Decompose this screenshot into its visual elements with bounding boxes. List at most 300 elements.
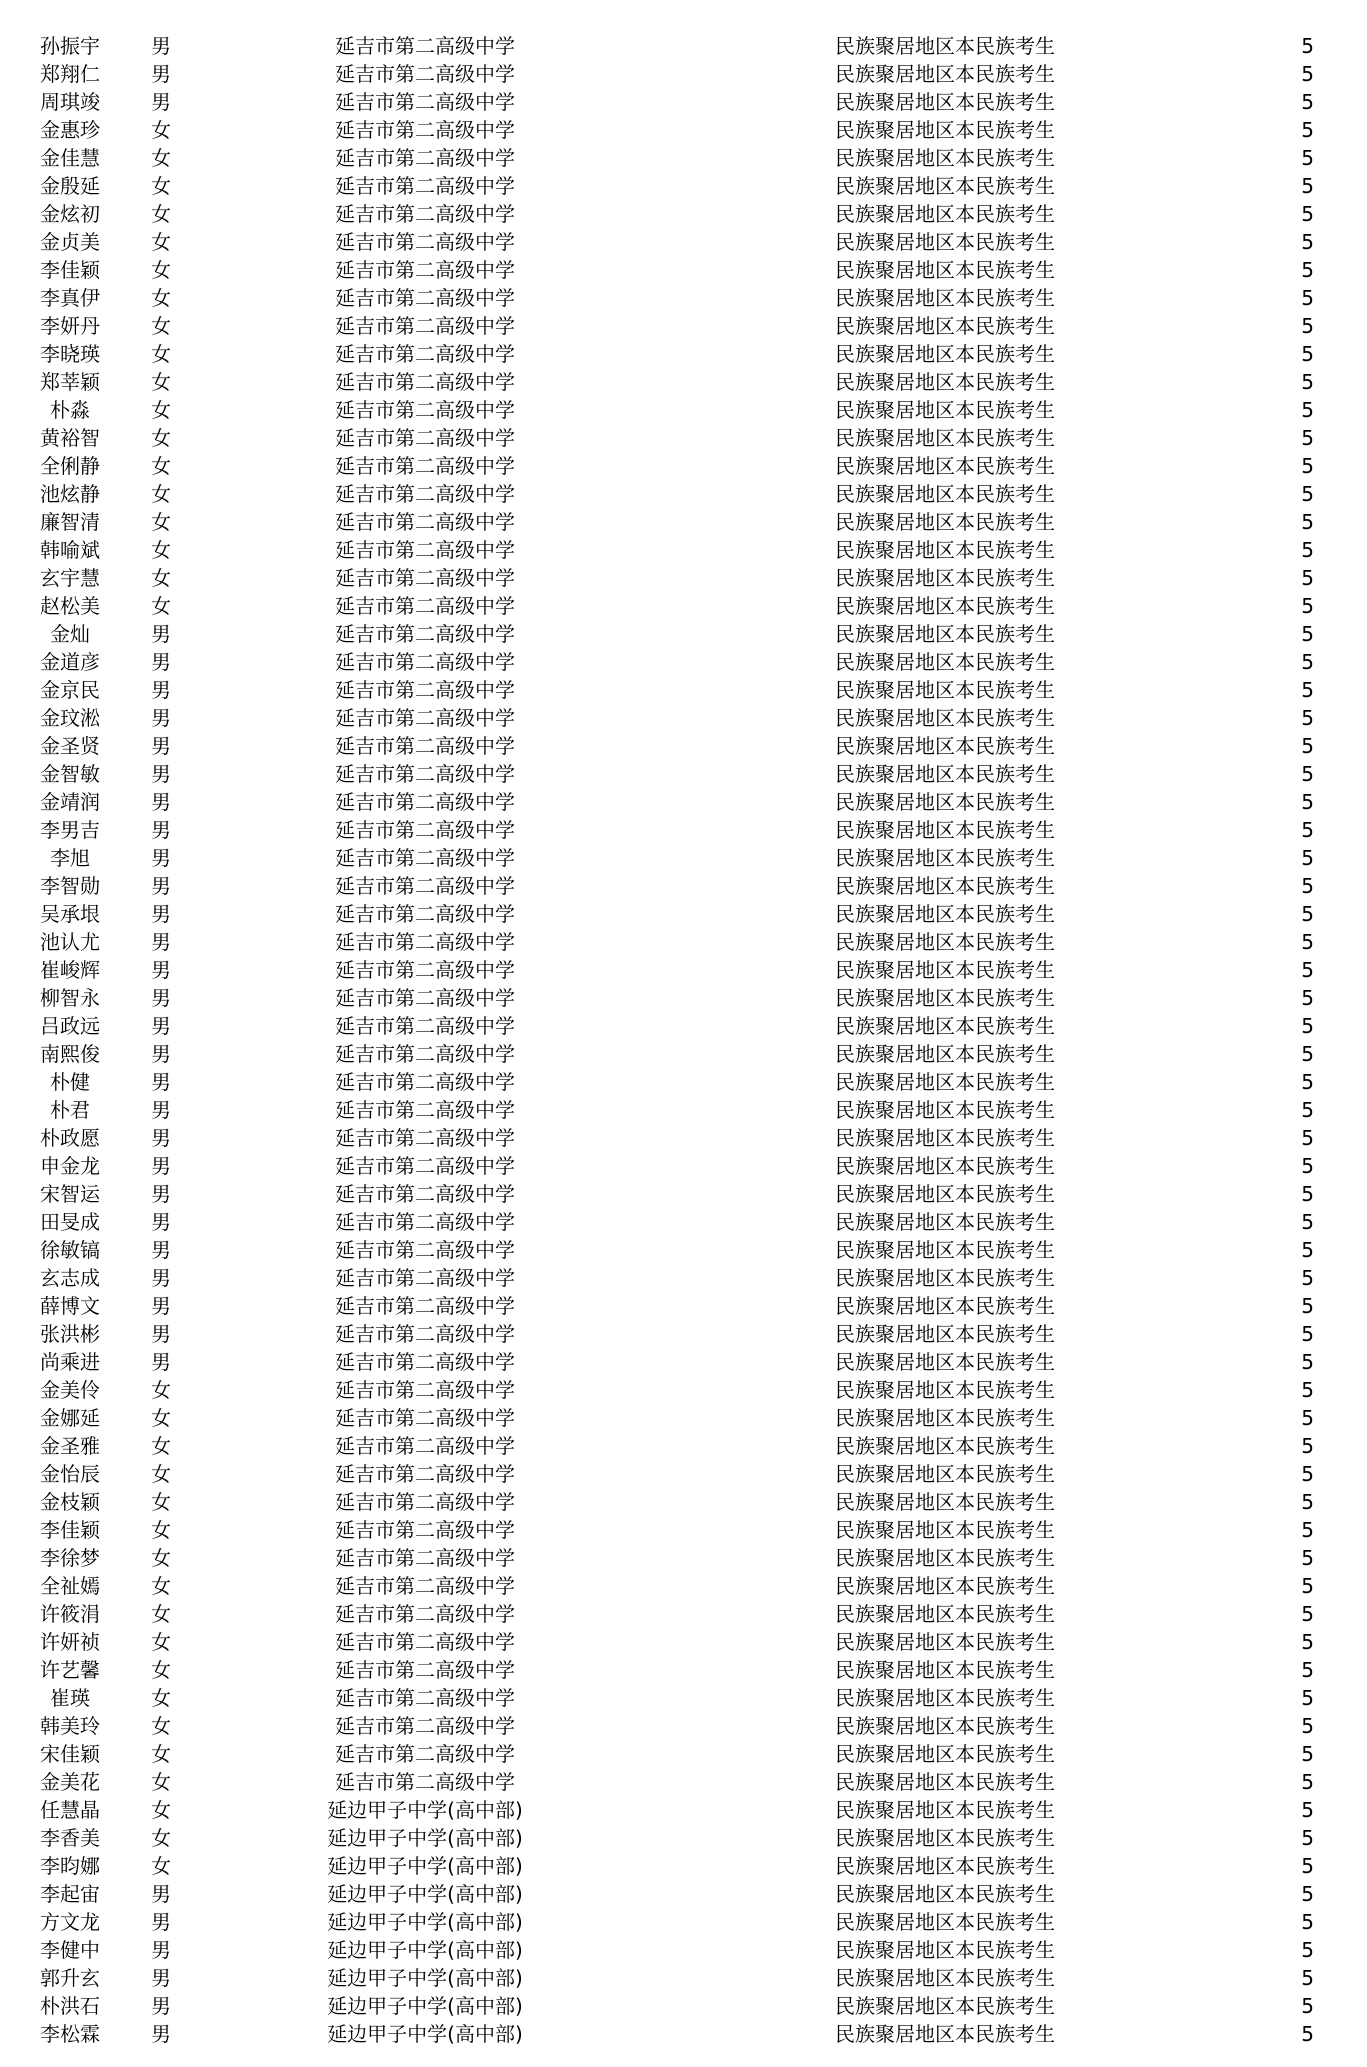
student-name: 申金龙 <box>40 1154 100 1178</box>
student-name: 金京民 <box>40 678 100 702</box>
student-name: 金佳慧 <box>40 146 100 170</box>
student-school: 延吉市第二高级中学 <box>335 34 515 58</box>
table-row <box>0 1012 1367 1040</box>
student-name: 金玟淞 <box>40 706 100 730</box>
student-score: 5 <box>1301 1406 1314 1430</box>
student-name: 李健中 <box>40 1938 100 1962</box>
student-school: 延边甲子中学(高中部) <box>327 1966 523 1990</box>
student-score: 5 <box>1301 650 1314 674</box>
student-school: 延吉市第二高级中学 <box>335 986 515 1010</box>
table-row <box>0 1236 1367 1264</box>
student-school: 延吉市第二高级中学 <box>335 650 515 674</box>
table-row <box>0 1404 1367 1432</box>
student-school: 延吉市第二高级中学 <box>335 706 515 730</box>
student-score: 5 <box>1301 1182 1314 1206</box>
student-name: 金怡辰 <box>40 1462 100 1486</box>
student-category: 民族聚居地区本民族考生 <box>835 342 1055 366</box>
table-row <box>0 60 1367 88</box>
student-score: 5 <box>1301 1686 1314 1710</box>
student-name: 池认尤 <box>40 930 100 954</box>
student-category: 民族聚居地区本民族考生 <box>835 650 1055 674</box>
student-category: 民族聚居地区本民族考生 <box>835 1742 1055 1766</box>
student-category: 民族聚居地区本民族考生 <box>835 1070 1055 1094</box>
student-category: 民族聚居地区本民族考生 <box>835 622 1055 646</box>
student-category: 民族聚居地区本民族考生 <box>835 230 1055 254</box>
student-name: 周琪竣 <box>40 90 100 114</box>
student-gender: 男 <box>151 1098 171 1122</box>
table-row <box>0 1516 1367 1544</box>
table-row <box>0 1908 1367 1936</box>
student-category: 民族聚居地区本民族考生 <box>835 958 1055 982</box>
student-gender: 女 <box>151 1602 171 1626</box>
table-row <box>0 956 1367 984</box>
student-gender: 男 <box>151 902 171 926</box>
student-school: 延吉市第二高级中学 <box>335 1686 515 1710</box>
student-category: 民族聚居地区本民族考生 <box>835 1406 1055 1430</box>
student-category: 民族聚居地区本民族考生 <box>835 790 1055 814</box>
student-gender: 女 <box>151 230 171 254</box>
table-row <box>0 1264 1367 1292</box>
table-row <box>0 760 1367 788</box>
student-school: 延吉市第二高级中学 <box>335 538 515 562</box>
student-school: 延吉市第二高级中学 <box>335 454 515 478</box>
student-school: 延边甲子中学(高中部) <box>327 1910 523 1934</box>
student-name: 李男吉 <box>40 818 100 842</box>
student-name: 金美花 <box>40 1770 100 1794</box>
student-score: 5 <box>1301 1742 1314 1766</box>
student-score: 5 <box>1301 1126 1314 1150</box>
student-score: 5 <box>1301 118 1314 142</box>
student-gender: 男 <box>151 1126 171 1150</box>
student-school: 延吉市第二高级中学 <box>335 1546 515 1570</box>
student-name: 韩喻斌 <box>40 538 100 562</box>
student-score: 5 <box>1301 174 1314 198</box>
student-gender: 女 <box>151 398 171 422</box>
student-name: 李妍丹 <box>40 314 100 338</box>
student-school: 延吉市第二高级中学 <box>335 622 515 646</box>
table-row <box>0 424 1367 452</box>
table-row <box>0 620 1367 648</box>
student-score: 5 <box>1301 846 1314 870</box>
student-name: 金智敏 <box>40 762 100 786</box>
student-category: 民族聚居地区本民族考生 <box>835 314 1055 338</box>
student-category: 民族聚居地区本民族考生 <box>835 678 1055 702</box>
student-name: 金圣贤 <box>40 734 100 758</box>
student-category: 民族聚居地区本民族考生 <box>835 1294 1055 1318</box>
student-score: 5 <box>1301 1854 1314 1878</box>
student-name: 郑翔仁 <box>40 62 100 86</box>
student-gender: 女 <box>151 1574 171 1598</box>
student-school: 延边甲子中学(高中部) <box>327 1882 523 1906</box>
student-name: 朴政愿 <box>40 1126 100 1150</box>
student-score: 5 <box>1301 454 1314 478</box>
student-school: 延吉市第二高级中学 <box>335 1518 515 1542</box>
student-name: 李佳颖 <box>40 1518 100 1542</box>
table-row <box>0 1040 1367 1068</box>
student-score: 5 <box>1301 1798 1314 1822</box>
student-name: 全俐静 <box>40 454 100 478</box>
student-score: 5 <box>1301 1518 1314 1542</box>
student-category: 民族聚居地区本民族考生 <box>835 734 1055 758</box>
student-name: 崔瑛 <box>50 1686 90 1710</box>
student-name: 南熙俊 <box>40 1042 100 1066</box>
student-name: 廉智清 <box>40 510 100 534</box>
student-category: 民族聚居地区本民族考生 <box>835 1938 1055 1962</box>
student-school: 延吉市第二高级中学 <box>335 1182 515 1206</box>
student-category: 民族聚居地区本民族考生 <box>835 566 1055 590</box>
student-category: 民族聚居地区本民族考生 <box>835 202 1055 226</box>
student-category: 民族聚居地区本民族考生 <box>835 538 1055 562</box>
student-score: 5 <box>1301 1882 1314 1906</box>
student-score: 5 <box>1301 678 1314 702</box>
student-score: 5 <box>1301 1266 1314 1290</box>
student-category: 民族聚居地区本民族考生 <box>835 1434 1055 1458</box>
table-row <box>0 1936 1367 1964</box>
student-school: 延吉市第二高级中学 <box>335 1630 515 1654</box>
student-category: 民族聚居地区本民族考生 <box>835 1518 1055 1542</box>
student-name: 许妍祯 <box>40 1630 100 1654</box>
student-category: 民族聚居地区本民族考生 <box>835 1378 1055 1402</box>
student-name: 朴君 <box>50 1098 90 1122</box>
student-category: 民族聚居地区本民族考生 <box>835 1854 1055 1878</box>
student-score: 5 <box>1301 314 1314 338</box>
student-school: 延吉市第二高级中学 <box>335 1462 515 1486</box>
student-category: 民族聚居地区本民族考生 <box>835 1966 1055 1990</box>
student-gender: 女 <box>151 566 171 590</box>
table-row <box>0 228 1367 256</box>
student-score: 5 <box>1301 1210 1314 1234</box>
student-school: 延吉市第二高级中学 <box>335 902 515 926</box>
student-list <box>0 32 1367 2048</box>
student-category: 民族聚居地区本民族考生 <box>835 90 1055 114</box>
student-gender: 男 <box>151 1210 171 1234</box>
student-score: 5 <box>1301 258 1314 282</box>
student-score: 5 <box>1301 1658 1314 1682</box>
student-category: 民族聚居地区本民族考生 <box>835 146 1055 170</box>
student-score: 5 <box>1301 1994 1314 2018</box>
student-score: 5 <box>1301 1602 1314 1626</box>
student-gender: 男 <box>151 1910 171 1934</box>
student-score: 5 <box>1301 594 1314 618</box>
student-school: 延吉市第二高级中学 <box>335 426 515 450</box>
student-category: 民族聚居地区本民族考生 <box>835 986 1055 1010</box>
student-name: 金贞美 <box>40 230 100 254</box>
table-row <box>0 1656 1367 1684</box>
student-score: 5 <box>1301 1350 1314 1374</box>
student-category: 民族聚居地区本民族考生 <box>835 1658 1055 1682</box>
student-name: 徐敏镐 <box>40 1238 100 1262</box>
student-school: 延边甲子中学(高中部) <box>327 1798 523 1822</box>
student-gender: 男 <box>151 1266 171 1290</box>
student-gender: 女 <box>151 1826 171 1850</box>
student-school: 延吉市第二高级中学 <box>335 874 515 898</box>
student-name: 李智勋 <box>40 874 100 898</box>
student-score: 5 <box>1301 34 1314 58</box>
student-school: 延吉市第二高级中学 <box>335 734 515 758</box>
student-school: 延吉市第二高级中学 <box>335 62 515 86</box>
student-school: 延吉市第二高级中学 <box>335 1770 515 1794</box>
student-name: 朴淼 <box>50 398 90 422</box>
table-row <box>0 1992 1367 2020</box>
student-category: 民族聚居地区本民族考生 <box>835 1182 1055 1206</box>
student-gender: 男 <box>151 1294 171 1318</box>
student-score: 5 <box>1301 930 1314 954</box>
student-gender: 女 <box>151 482 171 506</box>
student-school: 延边甲子中学(高中部) <box>327 1938 523 1962</box>
student-school: 延吉市第二高级中学 <box>335 1294 515 1318</box>
student-gender: 男 <box>151 846 171 870</box>
student-category: 民族聚居地区本民族考生 <box>835 2022 1055 2046</box>
student-category: 民族聚居地区本民族考生 <box>835 1322 1055 1346</box>
student-score: 5 <box>1301 958 1314 982</box>
student-score: 5 <box>1301 426 1314 450</box>
student-name: 许筱涓 <box>40 1602 100 1626</box>
student-gender: 女 <box>151 286 171 310</box>
student-gender: 女 <box>151 1378 171 1402</box>
student-name: 李香美 <box>40 1826 100 1850</box>
student-category: 民族聚居地区本民族考生 <box>835 1154 1055 1178</box>
table-row <box>0 1544 1367 1572</box>
student-gender: 男 <box>151 1014 171 1038</box>
student-gender: 男 <box>151 62 171 86</box>
student-name: 李佳颖 <box>40 258 100 282</box>
student-name: 宋智运 <box>40 1182 100 1206</box>
table-row <box>0 1628 1367 1656</box>
student-school: 延吉市第二高级中学 <box>335 1602 515 1626</box>
student-score: 5 <box>1301 2022 1314 2046</box>
student-gender: 女 <box>151 1630 171 1654</box>
student-score: 5 <box>1301 706 1314 730</box>
student-category: 民族聚居地区本民族考生 <box>835 398 1055 422</box>
student-gender: 女 <box>151 370 171 394</box>
student-score: 5 <box>1301 1154 1314 1178</box>
student-category: 民族聚居地区本民族考生 <box>835 1686 1055 1710</box>
student-gender: 男 <box>151 34 171 58</box>
student-category: 民族聚居地区本民族考生 <box>835 874 1055 898</box>
student-name: 宋佳颖 <box>40 1742 100 1766</box>
student-score: 5 <box>1301 1966 1314 1990</box>
student-school: 延吉市第二高级中学 <box>335 342 515 366</box>
student-score: 5 <box>1301 62 1314 86</box>
student-category: 民族聚居地区本民族考生 <box>835 1910 1055 1934</box>
student-school: 延吉市第二高级中学 <box>335 594 515 618</box>
student-category: 民族聚居地区本民族考生 <box>835 1882 1055 1906</box>
student-name: 李松霖 <box>40 2022 100 2046</box>
student-score: 5 <box>1301 790 1314 814</box>
table-row <box>0 340 1367 368</box>
table-row <box>0 1712 1367 1740</box>
student-school: 延吉市第二高级中学 <box>335 482 515 506</box>
student-school: 延吉市第二高级中学 <box>335 1378 515 1402</box>
student-gender: 女 <box>151 1714 171 1738</box>
table-row <box>0 1376 1367 1404</box>
student-category: 民族聚居地区本民族考生 <box>835 370 1055 394</box>
student-school: 延吉市第二高级中学 <box>335 762 515 786</box>
student-category: 民族聚居地区本民族考生 <box>835 706 1055 730</box>
student-name: 吕政远 <box>40 1014 100 1038</box>
student-name: 赵松美 <box>40 594 100 618</box>
student-score: 5 <box>1301 1462 1314 1486</box>
student-score: 5 <box>1301 1546 1314 1570</box>
table-row <box>0 592 1367 620</box>
student-name: 郭升玄 <box>40 1966 100 1990</box>
student-category: 民族聚居地区本民族考生 <box>835 454 1055 478</box>
student-gender: 男 <box>151 818 171 842</box>
student-score: 5 <box>1301 818 1314 842</box>
table-row <box>0 1348 1367 1376</box>
table-row <box>0 480 1367 508</box>
student-score: 5 <box>1301 230 1314 254</box>
table-row <box>0 284 1367 312</box>
student-gender: 女 <box>151 1546 171 1570</box>
student-gender: 男 <box>151 790 171 814</box>
student-school: 延吉市第二高级中学 <box>335 958 515 982</box>
table-row <box>0 1600 1367 1628</box>
student-gender: 男 <box>151 930 171 954</box>
student-name: 崔峻辉 <box>40 958 100 982</box>
student-category: 民族聚居地区本民族考生 <box>835 1126 1055 1150</box>
student-category: 民族聚居地区本民族考生 <box>835 1490 1055 1514</box>
table-row <box>0 1488 1367 1516</box>
student-school: 延吉市第二高级中学 <box>335 314 515 338</box>
student-category: 民族聚居地区本民族考生 <box>835 62 1055 86</box>
student-school: 延吉市第二高级中学 <box>335 1742 515 1766</box>
student-score: 5 <box>1301 1294 1314 1318</box>
student-gender: 女 <box>151 1406 171 1430</box>
student-school: 延吉市第二高级中学 <box>335 174 515 198</box>
student-score: 5 <box>1301 1070 1314 1094</box>
student-category: 民族聚居地区本民族考生 <box>835 1770 1055 1794</box>
student-name: 金美伶 <box>40 1378 100 1402</box>
student-category: 民族聚居地区本民族考生 <box>835 34 1055 58</box>
table-row <box>0 1432 1367 1460</box>
student-gender: 男 <box>151 1994 171 2018</box>
student-school: 延吉市第二高级中学 <box>335 1238 515 1262</box>
student-category: 民族聚居地区本民族考生 <box>835 594 1055 618</box>
student-gender: 女 <box>151 146 171 170</box>
table-row <box>0 116 1367 144</box>
student-school: 延吉市第二高级中学 <box>335 566 515 590</box>
student-score: 5 <box>1301 1574 1314 1598</box>
student-school: 延吉市第二高级中学 <box>335 790 515 814</box>
student-school: 延吉市第二高级中学 <box>335 1098 515 1122</box>
student-gender: 男 <box>151 1182 171 1206</box>
student-school: 延吉市第二高级中学 <box>335 1322 515 1346</box>
student-gender: 女 <box>151 118 171 142</box>
student-gender: 女 <box>151 1518 171 1542</box>
student-name: 李起宙 <box>40 1882 100 1906</box>
student-name: 韩美玲 <box>40 1714 100 1738</box>
student-gender: 女 <box>151 1742 171 1766</box>
student-name: 朴洪石 <box>40 1994 100 2018</box>
student-name: 金殷延 <box>40 174 100 198</box>
table-row <box>0 1180 1367 1208</box>
student-name: 孙振宇 <box>40 34 100 58</box>
student-gender: 女 <box>151 454 171 478</box>
student-gender: 男 <box>151 2022 171 2046</box>
table-row <box>0 1292 1367 1320</box>
student-score: 5 <box>1301 1770 1314 1794</box>
student-school: 延吉市第二高级中学 <box>335 90 515 114</box>
student-name: 朴健 <box>50 1070 90 1094</box>
table-row <box>0 788 1367 816</box>
student-gender: 男 <box>151 1350 171 1374</box>
student-school: 延吉市第二高级中学 <box>335 146 515 170</box>
table-row <box>0 1460 1367 1488</box>
student-name: 金惠珍 <box>40 118 100 142</box>
student-school: 延吉市第二高级中学 <box>335 1490 515 1514</box>
student-school: 延吉市第二高级中学 <box>335 678 515 702</box>
student-school: 延吉市第二高级中学 <box>335 818 515 842</box>
student-score: 5 <box>1301 90 1314 114</box>
table-row <box>0 1068 1367 1096</box>
table-row <box>0 1096 1367 1124</box>
student-gender: 男 <box>151 1966 171 1990</box>
student-name: 李徐梦 <box>40 1546 100 1570</box>
student-school: 延吉市第二高级中学 <box>335 258 515 282</box>
student-category: 民族聚居地区本民族考生 <box>835 1238 1055 1262</box>
student-gender: 男 <box>151 1882 171 1906</box>
table-row <box>0 256 1367 284</box>
student-gender: 男 <box>151 1042 171 1066</box>
student-gender: 男 <box>151 734 171 758</box>
student-school: 延吉市第二高级中学 <box>335 1406 515 1430</box>
student-school: 延吉市第二高级中学 <box>335 1014 515 1038</box>
student-name: 李真伊 <box>40 286 100 310</box>
student-score: 5 <box>1301 1630 1314 1654</box>
student-name: 李晓瑛 <box>40 342 100 366</box>
student-name: 池炫静 <box>40 482 100 506</box>
student-category: 民族聚居地区本民族考生 <box>835 1098 1055 1122</box>
table-row <box>0 984 1367 1012</box>
student-name: 玄宇慧 <box>40 566 100 590</box>
table-row <box>0 1852 1367 1880</box>
table-row <box>0 396 1367 424</box>
student-score: 5 <box>1301 1910 1314 1934</box>
student-category: 民族聚居地区本民族考生 <box>835 1014 1055 1038</box>
student-score: 5 <box>1301 874 1314 898</box>
student-name: 柳智永 <box>40 986 100 1010</box>
table-row <box>0 676 1367 704</box>
student-category: 民族聚居地区本民族考生 <box>835 174 1055 198</box>
student-score: 5 <box>1301 1322 1314 1346</box>
student-gender: 男 <box>151 958 171 982</box>
student-name: 金炫初 <box>40 202 100 226</box>
student-school: 延吉市第二高级中学 <box>335 1210 515 1234</box>
student-school: 延边甲子中学(高中部) <box>327 1854 523 1878</box>
student-category: 民族聚居地区本民族考生 <box>835 258 1055 282</box>
student-name: 李昀娜 <box>40 1854 100 1878</box>
student-gender: 男 <box>151 1070 171 1094</box>
student-name: 许艺馨 <box>40 1658 100 1682</box>
student-name: 金圣雅 <box>40 1434 100 1458</box>
table-row <box>0 1880 1367 1908</box>
table-row <box>0 648 1367 676</box>
table-row <box>0 536 1367 564</box>
student-school: 延吉市第二高级中学 <box>335 930 515 954</box>
student-category: 民族聚居地区本民族考生 <box>835 1826 1055 1850</box>
student-name: 金道彦 <box>40 650 100 674</box>
student-category: 民族聚居地区本民族考生 <box>835 1714 1055 1738</box>
table-row <box>0 844 1367 872</box>
student-school: 延吉市第二高级中学 <box>335 1574 515 1598</box>
student-school: 延吉市第二高级中学 <box>335 1042 515 1066</box>
student-gender: 女 <box>151 1462 171 1486</box>
table-row <box>0 1152 1367 1180</box>
table-row <box>0 1208 1367 1236</box>
student-school: 延吉市第二高级中学 <box>335 1434 515 1458</box>
student-score: 5 <box>1301 734 1314 758</box>
